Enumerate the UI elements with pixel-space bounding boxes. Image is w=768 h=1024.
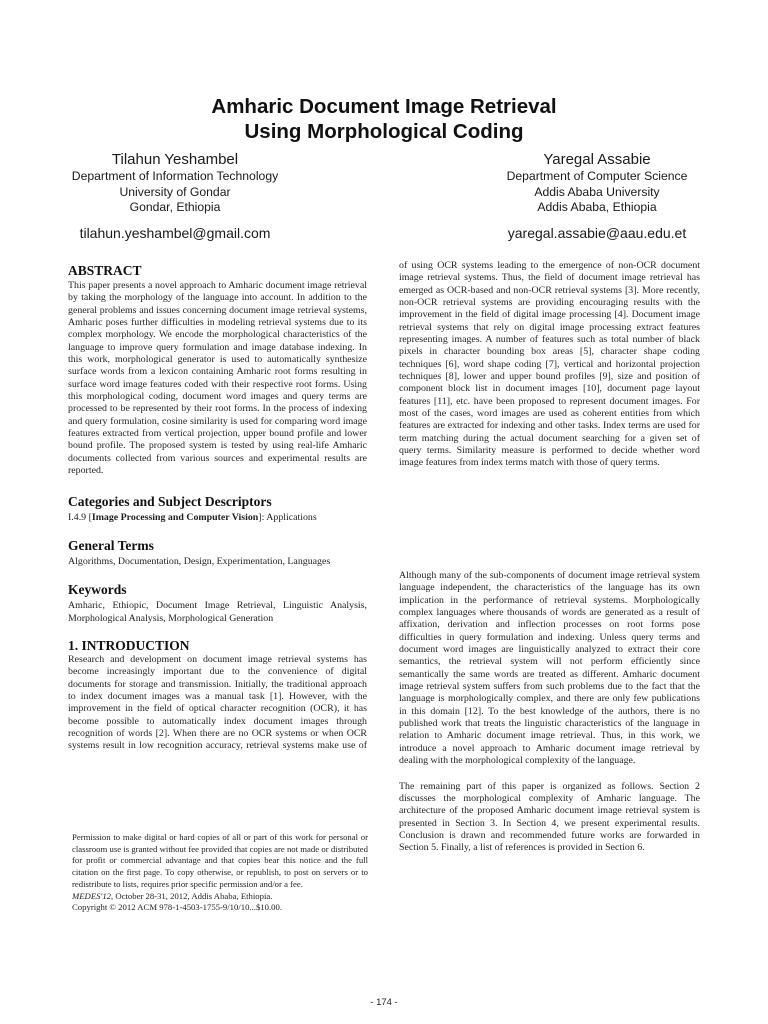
conference-name: MEDES'12	[72, 890, 112, 901]
author-department: Department of Computer Science	[506, 169, 688, 183]
introduction-para-1	[68, 654, 367, 752]
author-location: Addis Ababa, Ethiopia	[537, 200, 657, 214]
keywords-text: Amharic, Ethiopic, Document Image Retrieval, Linguistic Analysis, Morphological Analysis, Morphological Generation	[68, 600, 367, 624]
introduction-para-2: Although many of the sub-components of document image retrieval system language independent, the characteristics of the language has its own implication in the performance of retrieval systems. Morphologically complex languages where thousands of words are generated as a result of affixation, derivation and inflection processes on root forms pose difficulties in query formulation and indexing. Unless query terms and document word images are linguistically analyzed to extract their core semantics, the retrieval system will not perform efficiently since semantically the same words are treated as different. Amharic document image retrieval system suffers from such problems due to the fact that the language is morphologically complex, and there are only few publications in this domain [12]. To the best knowledge of the authors, there is no published work that treats the linguistic characteristics of the language in relation to Amharic document image retrieval. Thus, in this work, we introduce a novel approach to Amharic document image retrieval by dealing with the morphological complexity of the language.	[399, 570, 700, 767]
author-university: Addis Ababa University	[534, 184, 660, 199]
copyright-line: Copyright © 2012 ACM 978-1-4503-1755-9/10/10...$10.00.	[72, 902, 283, 913]
paper-title	[0, 94, 768, 144]
general-terms-heading: General Terms	[68, 537, 154, 553]
categories-heading: Categories and Subject Descriptors	[68, 493, 272, 509]
introduction-para-3: The remaining part of this paper is organized as follows. Section 2 discusses the morphological complexity of Amharic language. The architecture of the proposed Amharic document image retrieval system is presented in Section 3. In Section 4, we present experimental results. Conclusion is drawn and recommended future works are forwarded in Section 5. Finally, a list of references is provided in Section 6.	[399, 780, 700, 854]
categories-rest: ]: Applications	[258, 511, 317, 523]
title-line-1: Amharic Document Image Retrieval	[211, 95, 557, 118]
abstract-text: This paper presents a novel approach to Amharic document image retrieval by taking the morphology of the language into account. In addition to the general problems and issues concerning document image retrieval systems, Amharic poses further difficulties in modeling retrieval systems due to its complex morphology. We encode the morphological characteristics of the language to improve query formulation and image database indexing. In this work, morphological generator is used to automatically synthesize surface words from a lexicon containing Amharic root forms resulting in surface word image features coded with their respective root forms. Using this morphological coding, document word images and query terms are processed to be represented by their root forms. In the process of indexing and query formulation, cosine similarity is used for comparing word image features extracted from vertical projection, upper bound profile and lower bound profile. The proposed system is tested by using real-life Amharic documents collected from various sources and experimental results are reported.	[68, 280, 367, 477]
author-name: Tilahun Yeshambel	[111, 151, 239, 168]
author-location: Gondar, Ethiopia	[129, 200, 221, 214]
abstract-heading: ABSTRACT	[68, 263, 142, 278]
author-department: Department of Information Technology	[71, 169, 279, 183]
conference-line	[72, 891, 368, 903]
categories-bold: Image Processing and Computer Vision	[91, 511, 259, 523]
author-email: yaregal.assabie@aau.edu.et	[507, 224, 687, 241]
author-block-2	[472, 150, 722, 242]
introduction-para-1-continued-text: of using OCR systems leading to the emergence of non-OCR document image retrieval systems. Thus, the field of document image retrieval has emerged as OCR-based and non-OCR retrieval systems [3]. More recently, non-OCR retrieval systems are providing encouraging results with the improvement in the field of digital image processing [4]. Document image retrieval systems that rely on digital image processing extract features representing images. A number of features such as total number of black pixels in character bounding box areas [5], character shape coding techniques [6], word shape coding [7], vertical and horizontal projection techniques [8], lower and upper bound profiles [9], size and position of component block list in document images [10], document page layout features [11], etc. have been proposed to represent document images. For most of the cases, word images are used as coherent entities from which features are extracted for indexing and other tasks. Index terms are used for term matching during the actual document searching for a given set of query terms. Similarity measure is performed to decide whether word image features from index terms match with those of query terms.	[399, 260, 700, 469]
author-email: tilahun.yeshambel@gmail.com	[79, 224, 271, 241]
left-column	[68, 260, 367, 752]
introduction-para-1-continued	[399, 260, 700, 557]
author-block-1	[50, 150, 300, 242]
author-university: University of Gondar	[119, 184, 231, 199]
keywords-heading: Keywords	[68, 582, 127, 598]
introduction-heading: 1. INTRODUCTION	[68, 637, 190, 653]
categories-code: I.4.9 [	[68, 511, 92, 523]
title-line-2: Using Morphological Coding	[244, 120, 524, 143]
conference-details: , October 28-31, 2012, Addis Ababa, Ethiopia.	[111, 890, 273, 901]
copyright-notice	[72, 832, 368, 914]
general-terms-text: Algorithms, Documentation, Design, Experimentation, Languages	[68, 555, 331, 567]
right-column	[399, 260, 700, 855]
page-number: - 174 -	[370, 997, 398, 1008]
categories-text	[68, 512, 367, 524]
author-name: Yaregal Assabie	[543, 151, 651, 168]
introduction-para-1-text: Research and development on document image retrieval systems has become increasingly important due to the convenience of digital documents for storage and transmission. Initially, the traditional approach to index document images was a manual task [1]. However, with the improvement in the field of optical character recognition (OCR), it has become possible to automatically index document images through recognition of words [2]. When there are no OCR systems or when OCR systems result in low recognition accuracy, retrieval systems make use of	[68, 653, 367, 752]
permission-text: Permission to make digital or hard copies of all or part of this work for personal or classroom use is granted without fee provided that copies are not made or distributed for profit or commercial advantage and that copies bear this notice and the full citation on the first page. To copy otherwise, or republish, to post on servers or to redistribute to lists, requires prior specific permission and/or a fee.	[72, 832, 368, 889]
